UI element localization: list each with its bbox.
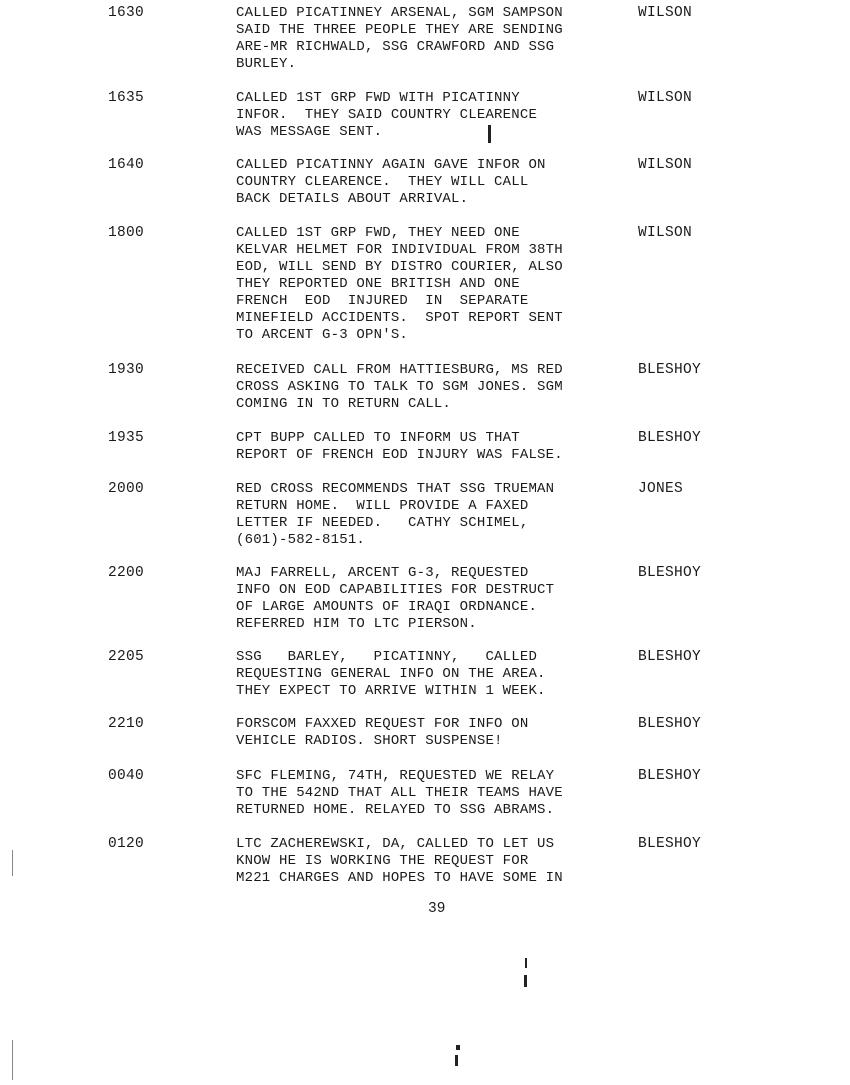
entry-line: CROSS ASKING TO TALK TO SGM JONES. SGM [236,379,563,395]
entry-line: REPORT OF FRENCH EOD INJURY WAS FALSE. [236,447,563,463]
entry-name: BLESHOY [638,768,702,784]
entry-time: 1640 [108,157,145,173]
entry-name: BLESHOY [638,430,702,446]
entry-line: CALLED PICATINNY AGAIN GAVE INFOR ON [236,157,546,173]
entry-text [236,481,626,549]
entry-time: 1630 [108,5,145,21]
entry-line: THEY EXPECT TO ARRIVE WITHIN 1 WEEK. [236,683,546,699]
entry-time: 2210 [108,716,145,732]
entry-line: OF LARGE AMOUNTS OF IRAQI ORDNANCE. [236,599,538,615]
entry-line: LTC ZACHEREWSKI, DA, CALLED TO LET US [236,836,555,852]
entry-text [236,716,626,750]
scan-edge-line [12,850,13,876]
entry-line: FORSCOM FAXXED REQUEST FOR INFO ON [236,716,529,732]
entry-line: VEHICLE RADIOS. SHORT SUSPENSE! [236,733,503,749]
scan-mark [524,975,527,987]
entry-line: SSG BARLEY, PICATINNY, CALLED [236,649,538,665]
entry-line: THEY REPORTED ONE BRITISH AND ONE [236,276,520,292]
entry-line: EOD, WILL SEND BY DISTRO COURIER, ALSO [236,259,563,275]
entry-name: BLESHOY [638,649,702,665]
entry-line: CALLED 1ST GRP FWD, THEY NEED ONE [236,225,520,241]
scan-mark [456,1045,460,1050]
entry-name: WILSON [638,157,693,173]
entry-line: BURLEY. [236,56,297,72]
entry-time: 1930 [108,362,145,378]
entry-line: SFC FLEMING, 74TH, REQUESTED WE RELAY [236,768,555,784]
entry-line: CALLED PICATINNEY ARSENAL, SGM SAMPSON [236,5,563,21]
entry-line: KNOW HE IS WORKING THE REQUEST FOR [236,853,529,869]
entry-text [236,565,626,633]
entry-text [236,157,626,208]
page-number: 39 [428,901,446,917]
entry-text [236,90,626,141]
entry-line: RECEIVED CALL FROM HATTIESBURG, MS RED [236,362,563,378]
scan-mark [455,1055,458,1066]
entry-line: CPT BUPP CALLED TO INFORM US THAT [236,430,520,446]
entry-line: COMING IN TO RETURN CALL. [236,396,452,412]
entry-line: MAJ FARRELL, ARCENT G-3, REQUESTED [236,565,529,581]
entry-line: LETTER IF NEEDED. CATHY SCHIMEL, [236,515,529,531]
entry-line: REQUESTING GENERAL INFO ON THE AREA. [236,666,546,682]
entry-name: BLESHOY [638,836,702,852]
entry-line: BACK DETAILS ABOUT ARRIVAL. [236,191,469,207]
entry-text [236,649,626,700]
scan-mark [525,958,527,968]
entry-line: KELVAR HELMET FOR INDIVIDUAL FROM 38TH [236,242,563,258]
entry-line: RETURN HOME. WILL PROVIDE A FAXED [236,498,529,514]
entry-line: RETURNED HOME. RELAYED TO SSG ABRAMS. [236,802,555,818]
entry-text [236,836,626,887]
entry-name: WILSON [638,225,693,241]
entry-line: (601)-582-8151. [236,532,366,548]
entry-name: WILSON [638,90,693,106]
entry-time: 0040 [108,768,145,784]
entry-line: INFO ON EOD CAPABILITIES FOR DESTRUCT [236,582,555,598]
entry-time: 2205 [108,649,145,665]
scan-edge-line [12,1040,13,1080]
entry-line: FRENCH EOD INJURED IN SEPARATE [236,293,529,309]
entry-name: BLESHOY [638,565,702,581]
entry-name: BLESHOY [638,716,702,732]
entry-line: CALLED 1ST GRP FWD WITH PICATINNY [236,90,520,106]
entry-name: JONES [638,481,684,497]
entry-line: MINEFIELD ACCIDENTS. SPOT REPORT SENT [236,310,563,326]
entry-text [236,430,626,464]
entry-line: ARE-MR RICHWALD, SSG CRAWFORD AND SSG [236,39,555,55]
entry-line: SAID THE THREE PEOPLE THEY ARE SENDING [236,22,563,38]
entry-name: BLESHOY [638,362,702,378]
entry-line: TO ARCENT G-3 OPN'S. [236,327,409,343]
entry-line: WAS MESSAGE SENT. [236,124,383,140]
entry-line: REFERRED HIM TO LTC PIERSON. [236,616,477,632]
entry-name: WILSON [638,5,693,21]
entry-text [236,225,626,344]
entry-time: 1635 [108,90,145,106]
entry-text [236,362,626,413]
entry-time: 0120 [108,836,145,852]
entry-line: COUNTRY CLEARENCE. THEY WILL CALL [236,174,529,190]
entry-text [236,768,626,819]
entry-time: 2200 [108,565,145,581]
entry-line: INFOR. THEY SAID COUNTRY CLEARENCE [236,107,538,123]
entry-text [236,5,626,73]
entry-line: M221 CHARGES AND HOPES TO HAVE SOME IN [236,870,563,886]
entry-time: 1800 [108,225,145,241]
entry-line: RED CROSS RECOMMENDS THAT SSG TRUEMAN [236,481,555,497]
entry-time: 1935 [108,430,145,446]
scan-mark [488,125,491,143]
entry-line: TO THE 542ND THAT ALL THEIR TEAMS HAVE [236,785,563,801]
entry-time: 2000 [108,481,145,497]
